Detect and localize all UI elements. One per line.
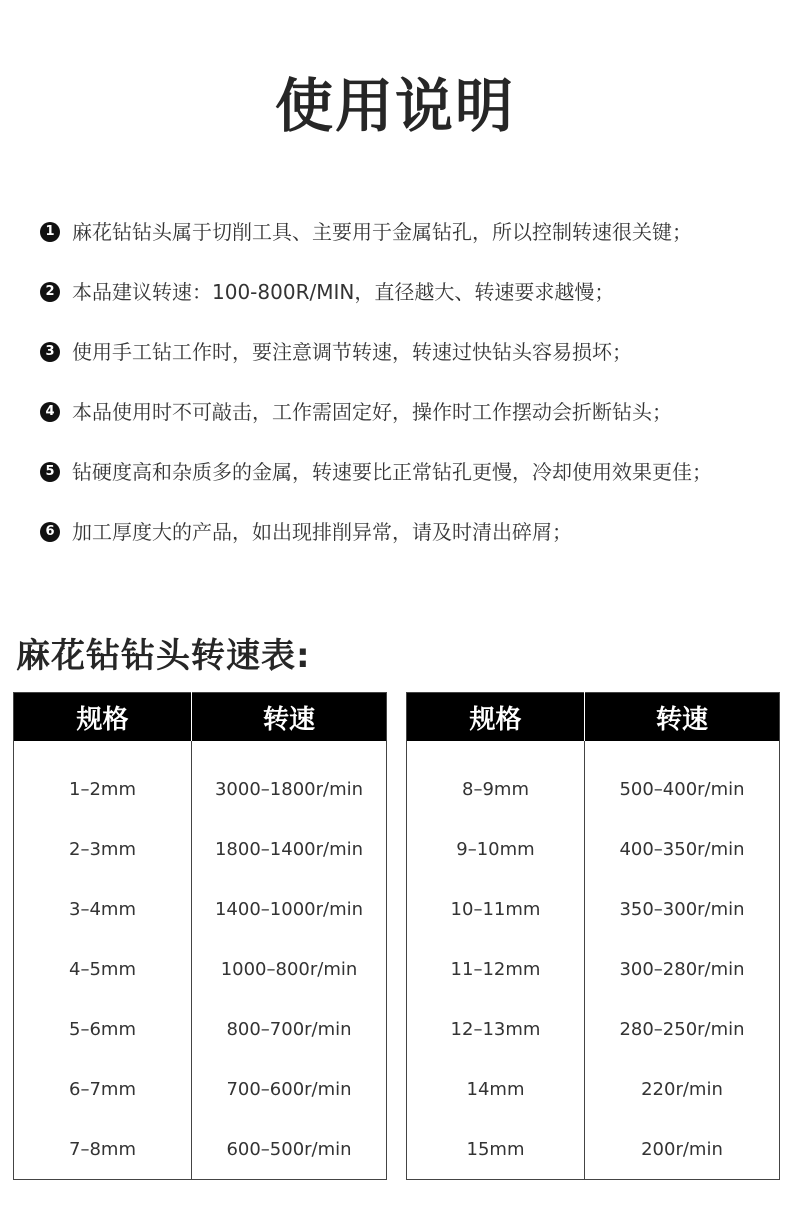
speed-cell: 800–700r/min: [192, 999, 387, 1059]
table-row: [14, 999, 387, 1059]
instruction-item: [40, 212, 780, 272]
speed-table-left: [13, 692, 387, 1180]
speed-cell: 400–350r/min: [585, 819, 780, 879]
number-badge-icon: 1: [40, 222, 60, 242]
instruction-text: 麻花钻钻头属于切削工具、主要用于金属钻孔，所以控制转速很关键；: [72, 220, 692, 244]
size-cell: 4–5mm: [69, 958, 136, 980]
table-header-row: [407, 693, 780, 742]
spacer-row: [14, 741, 387, 759]
instruction-text: 使用手工钻工作时，要注意调节转速，转速过快钻头容易损坏；: [72, 340, 632, 364]
size-cell: 12–13mm: [450, 1018, 541, 1040]
size-cell: 6–7mm: [69, 1078, 136, 1100]
speed-cell: 200r/min: [585, 1119, 780, 1180]
instruction-text: 加工厚度大的产品，如出现排削异常，请及时清出碎屑；: [72, 520, 572, 544]
speed-cell: 700–600r/min: [192, 1059, 387, 1119]
instruction-item: [40, 272, 780, 332]
size-cell: 10–11mm: [450, 898, 541, 920]
header-speed: 转速: [585, 693, 780, 742]
size-cell: 11–12mm: [450, 958, 541, 980]
table-row: [407, 939, 780, 999]
size-cell: 9–10mm: [456, 838, 535, 860]
table-row: [14, 1119, 387, 1180]
page-title: 使用说明: [274, 72, 515, 140]
table-row: [407, 819, 780, 879]
header-speed: 转速: [192, 693, 387, 742]
size-cell: 8–9mm: [462, 778, 529, 800]
table-row: [14, 939, 387, 999]
size-cell: 2–3mm: [69, 838, 136, 860]
number-badge-icon: 4: [40, 402, 60, 422]
speed-table-right: [406, 692, 780, 1180]
instruction-text: 本品使用时不可敲击，工作需固定好，操作时工作摆动会折断钻头；: [72, 400, 672, 424]
speed-cell: 3000–1800r/min: [192, 759, 387, 819]
table-row: [14, 879, 387, 939]
number-badge-icon: 5: [40, 462, 60, 482]
size-cell: 7–8mm: [69, 1138, 136, 1160]
instruction-item: [40, 452, 780, 512]
speed-cell: 1800–1400r/min: [192, 819, 387, 879]
number-badge-icon: 3: [40, 342, 60, 362]
instruction-text: 本品建议转速：100-800R/MIN，直径越大、转速要求越慢；: [72, 280, 615, 304]
instruction-list: [40, 212, 780, 572]
table-row: [407, 759, 780, 819]
size-cell: 1–2mm: [69, 778, 136, 800]
header-size: 规格: [407, 693, 585, 742]
table-row: [407, 999, 780, 1059]
size-cell: 5–6mm: [69, 1018, 136, 1040]
speed-cell: 1000–800r/min: [192, 939, 387, 999]
header-size: 规格: [14, 693, 192, 742]
speed-table-title: 麻花钻钻头转速表:: [16, 636, 311, 676]
spacer-row: [407, 741, 780, 759]
table-row: [407, 1119, 780, 1180]
instruction-item: [40, 392, 780, 452]
speed-cell: 300–280r/min: [585, 939, 780, 999]
table-row: [14, 819, 387, 879]
speed-cell: 220r/min: [585, 1059, 780, 1119]
speed-cell: 600–500r/min: [192, 1119, 387, 1180]
size-cell: 15mm: [466, 1138, 525, 1160]
table-row: [14, 1059, 387, 1119]
instruction-item: [40, 332, 780, 392]
table-row: [407, 879, 780, 939]
number-badge-icon: 2: [40, 282, 60, 302]
speed-cell: 1400–1000r/min: [192, 879, 387, 939]
table-row: [14, 759, 387, 819]
table-row: [407, 1059, 780, 1119]
table-header-row: [14, 693, 387, 742]
speed-cell: 280–250r/min: [585, 999, 780, 1059]
size-cell: 3–4mm: [69, 898, 136, 920]
instruction-item: [40, 512, 780, 572]
number-badge-icon: 6: [40, 522, 60, 542]
speed-cell: 500–400r/min: [585, 759, 780, 819]
speed-cell: 350–300r/min: [585, 879, 780, 939]
instruction-text: 钻硬度高和杂质多的金属，转速要比正常钻孔更慢，冷却使用效果更佳；: [72, 460, 712, 484]
size-cell: 14mm: [466, 1078, 525, 1100]
